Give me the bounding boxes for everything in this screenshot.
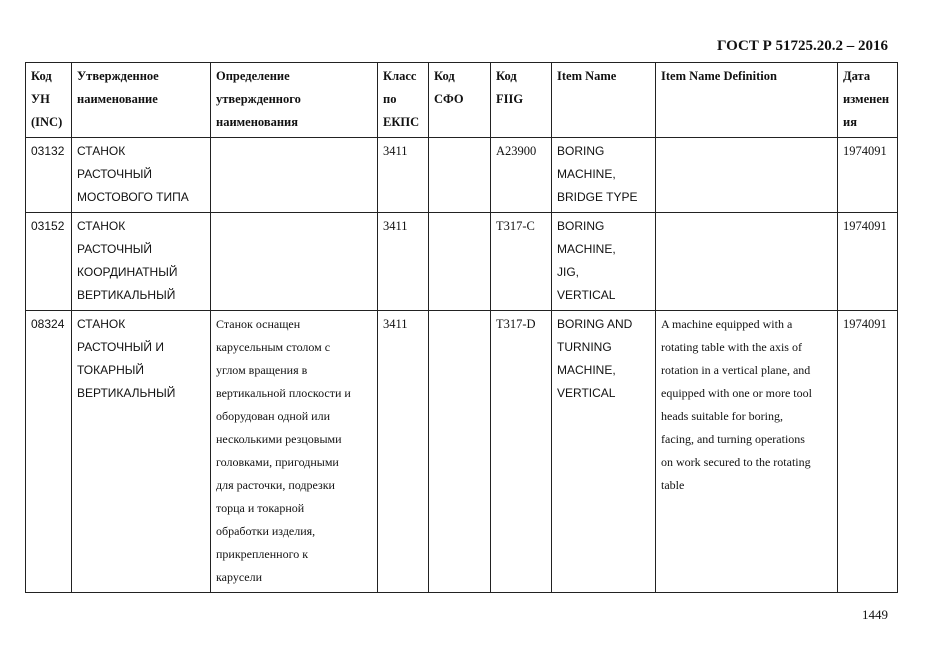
cell-line: 03132 (31, 144, 65, 158)
cell-line: Дата (843, 69, 871, 83)
cell-line: 1974091 (843, 144, 887, 158)
catalog-table (25, 62, 898, 593)
cell-fiig (491, 311, 552, 593)
cell-class (378, 138, 429, 213)
cell-line: РАСТОЧНЫЙ (77, 167, 152, 181)
cell-line: VERTICAL (557, 386, 616, 400)
cell-line: MACHINE, (557, 242, 616, 256)
cell-date (838, 138, 898, 213)
cell-name (72, 213, 211, 311)
col-header-sfo (429, 63, 491, 138)
cell-line: Утвержденное (77, 69, 159, 83)
cell-line: обработки изделия, (216, 524, 316, 538)
cell-sfo (429, 311, 491, 593)
cell-line: T317-D (496, 317, 536, 331)
cell-line: ВЕРТИКАЛЬНЫЙ (77, 386, 176, 400)
cell-line: СТАНОК (77, 219, 126, 233)
cell-definition (211, 138, 378, 213)
cell-sfo (429, 138, 491, 213)
table-row (26, 311, 898, 593)
cell-class (378, 213, 429, 311)
cell-line: ТОКАРНЫЙ (77, 363, 145, 377)
cell-line: Код (31, 69, 52, 83)
cell-line: 3411 (383, 317, 408, 331)
col-header-fiig (491, 63, 552, 138)
cell-line: rotation in a vertical plane, and (661, 363, 811, 377)
cell-class (378, 311, 429, 593)
cell-line: rotating table with the axis of (661, 340, 802, 354)
cell-line: facing, and turning operations (661, 432, 805, 446)
cell-line: МОСТОВОГО ТИПА (77, 190, 189, 204)
cell-line: СФО (434, 92, 464, 106)
cell-name (72, 138, 211, 213)
cell-line: T317-C (496, 219, 535, 233)
cell-inc (26, 311, 72, 593)
cell-line: изменен (843, 92, 890, 106)
col-header-class (378, 63, 429, 138)
cell-definition (211, 311, 378, 593)
cell-line: прикрепленного к (216, 547, 309, 561)
cell-line: 3411 (383, 219, 408, 233)
cell-line: FIIG (496, 92, 524, 106)
cell-line: A23900 (496, 144, 537, 158)
cell-line: наименования (216, 115, 299, 129)
cell-date (838, 213, 898, 311)
cell-line: торца и токарной (216, 501, 305, 515)
col-header-definition (211, 63, 378, 138)
cell-line: головками, пригодными (216, 455, 339, 469)
cell-line: ЕКПС (383, 115, 420, 129)
cell-line: table (661, 478, 685, 492)
cell-fiig (491, 138, 552, 213)
cell-line: MACHINE, (557, 363, 616, 377)
col-header-item-name (552, 63, 656, 138)
cell-inc (26, 138, 72, 213)
cell-line: карусельным столом с (216, 340, 331, 354)
cell-inc (26, 213, 72, 311)
cell-line: вертикальной плоскости и (216, 386, 351, 400)
cell-line: Item Name Definition (661, 69, 777, 83)
cell-item-name (552, 311, 656, 593)
page-number: 1449 (862, 607, 888, 622)
cell-line: карусели (216, 570, 263, 584)
cell-date (838, 311, 898, 593)
cell-line: ВЕРТИКАЛЬНЫЙ (77, 288, 176, 302)
cell-line: Код (434, 69, 455, 83)
cell-item-definition (656, 213, 838, 311)
cell-line: equipped with one or more tool (661, 386, 812, 400)
cell-definition (211, 213, 378, 311)
cell-line: 08324 (31, 317, 65, 331)
cell-line: для расточки, подрезки (216, 478, 335, 492)
cell-line: СТАНОК (77, 144, 126, 158)
cell-line: VERTICAL (557, 288, 616, 302)
cell-line: по (383, 92, 397, 106)
cell-line: JIG, (557, 265, 580, 279)
cell-line: Станок оснащен (216, 317, 301, 331)
cell-line: BORING (557, 219, 605, 233)
cell-item-name (552, 213, 656, 311)
cell-line: BRIDGE TYPE (557, 190, 638, 204)
standard-header: ГОСТ Р 51725.20.2 – 2016 (716, 38, 888, 54)
cell-line: несколькими резцовыми (216, 432, 342, 446)
cell-line: 3411 (383, 144, 408, 158)
cell-line: ия (843, 115, 857, 129)
cell-line: 1974091 (843, 317, 887, 331)
col-header-inc (26, 63, 72, 138)
cell-line: heads suitable for boring, (661, 409, 783, 423)
cell-item-definition (656, 311, 838, 593)
cell-line: (INC) (31, 115, 63, 129)
cell-line: СТАНОК (77, 317, 126, 331)
cell-line: наименование (77, 92, 158, 106)
cell-fiig (491, 213, 552, 311)
table-header-row (26, 63, 898, 138)
cell-line: углом вращения в (216, 363, 308, 377)
col-header-item-definition (656, 63, 838, 138)
cell-item-name (552, 138, 656, 213)
table-row (26, 213, 898, 311)
cell-line: 1974091 (843, 219, 887, 233)
col-header-name (72, 63, 211, 138)
cell-line: КООРДИНАТНЫЙ (77, 265, 178, 279)
cell-line: РАСТОЧНЫЙ (77, 242, 152, 256)
cell-sfo (429, 213, 491, 311)
cell-line: on work secured to the rotating (661, 455, 811, 469)
cell-line: УН (31, 92, 50, 106)
cell-line: BORING (557, 144, 605, 158)
cell-line: A machine equipped with a (661, 317, 793, 331)
cell-line: MACHINE, (557, 167, 616, 181)
cell-line: Item Name (557, 69, 617, 83)
col-header-date (838, 63, 898, 138)
cell-line: оборудован одной или (216, 409, 330, 423)
cell-name (72, 311, 211, 593)
cell-line: Определение (216, 69, 290, 83)
cell-line: TURNING (557, 340, 612, 354)
cell-line: утвержденного (216, 92, 301, 106)
cell-line: Класс (383, 69, 417, 83)
cell-line: BORING AND (557, 317, 633, 331)
table-row (26, 138, 898, 213)
cell-line: Код (496, 69, 517, 83)
cell-line: РАСТОЧНЫЙ И (77, 340, 164, 354)
cell-item-definition (656, 138, 838, 213)
cell-line: 03152 (31, 219, 65, 233)
